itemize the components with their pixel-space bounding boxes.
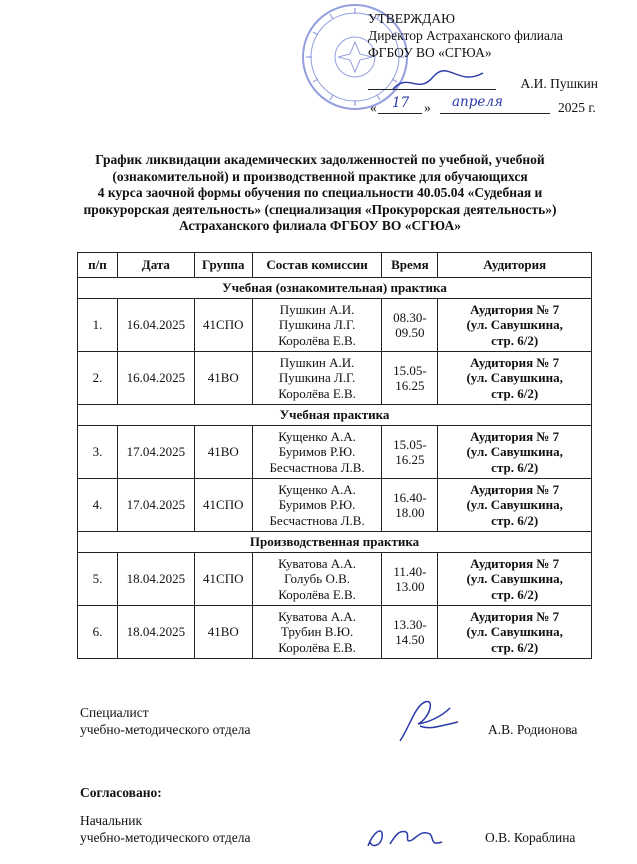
specialist-signature-icon [380, 696, 470, 746]
heading-line5: Астраханского филиала ФГБОУ ВО «СГЮА» [178, 218, 462, 233]
table-row [78, 553, 592, 606]
table-header-row [78, 253, 592, 278]
cell-date: 18.04.2025 [117, 553, 194, 606]
table-row [78, 352, 592, 405]
cell-room: Аудитория № 7 (ул. Савушкина, стр. 6/2) [438, 352, 592, 405]
date-close-quote: » [424, 100, 431, 115]
document-heading [70, 152, 570, 235]
specialist-dept: учебно-методического отдела [80, 722, 251, 737]
heading-line4: прокурорская деятельность» (специализация «Прокурорская деятельность») [83, 201, 557, 217]
approval-signer: А.И. Пушкин [520, 76, 598, 91]
head-block [80, 812, 610, 846]
specialist-block [80, 704, 610, 738]
approval-title: УТВЕРЖДАЮ [368, 11, 456, 26]
cell-group: 41ВО [194, 426, 252, 479]
head-dept: учебно-методического отдела [80, 830, 251, 845]
header-date: Дата [117, 253, 194, 278]
specialist-title: Специалист [80, 705, 149, 720]
cell-num: 3. [78, 426, 118, 479]
cell-num: 6. [78, 606, 118, 659]
table-body [78, 278, 592, 659]
heading-line2: (ознакомительной) и производственной практике для обучающихся [112, 168, 528, 184]
cell-time: 11.40- 13.00 [382, 553, 438, 606]
cell-commission: Куватова А.А. Голубь О.В. Королёва Е.В. [252, 553, 382, 606]
header-time: Время [382, 253, 438, 278]
approval-block [368, 10, 608, 119]
specialist-name: А.В. Родионова [488, 722, 578, 737]
director-signature-icon [388, 67, 488, 95]
cell-commission: Пушкин А.И. Пушкина Л.Г. Королёва Е.В. [252, 299, 382, 352]
header-group: Группа [194, 253, 252, 278]
cell-time: 13.30- 14.50 [382, 606, 438, 659]
section-title: Производственная практика [78, 532, 592, 553]
cell-num: 2. [78, 352, 118, 405]
approval-date-row [368, 94, 608, 119]
cell-time: 15.05- 16.25 [382, 426, 438, 479]
cell-group: 41СПО [194, 553, 252, 606]
approval-position-line2: ФГБОУ ВО «СГЮА» [368, 45, 492, 60]
head-name: О.В. Кораблина [485, 830, 576, 845]
date-day: 17 [392, 95, 410, 111]
cell-time: 15.05- 16.25 [382, 352, 438, 405]
date-month: апреля [452, 94, 503, 110]
date-year: 2025 г. [558, 100, 596, 115]
cell-group: 41ВО [194, 352, 252, 405]
approval-position-line1: Директор Астраханского филиала [368, 28, 563, 43]
date-month-line [440, 113, 550, 114]
table-row [78, 299, 592, 352]
cell-num: 4. [78, 479, 118, 532]
cell-date: 17.04.2025 [117, 426, 194, 479]
section-title: Учебная (ознакомительная) практика [78, 278, 592, 299]
cell-date: 18.04.2025 [117, 606, 194, 659]
cell-num: 5. [78, 553, 118, 606]
table-row [78, 426, 592, 479]
cell-time: 08.30- 09.50 [382, 299, 438, 352]
cell-room: Аудитория № 7 (ул. Савушкина, стр. 6/2) [438, 553, 592, 606]
table-row [78, 479, 592, 532]
heading-line1: График ликвидации академических задолженностей по учебной, учебной [95, 152, 545, 167]
section-row [78, 278, 592, 299]
cell-room: Аудитория № 7 (ул. Савушкина, стр. 6/2) [438, 479, 592, 532]
agreed-label: Согласовано: [80, 785, 162, 800]
header-num: п/п [78, 253, 118, 278]
schedule-table [77, 252, 592, 659]
cell-commission: Кущенко А.А. Буримов Р.Ю. Бесчастнова Л.В. [252, 479, 382, 532]
cell-room: Аудитория № 7 (ул. Савушкина, стр. 6/2) [438, 606, 592, 659]
section-title: Учебная практика [78, 405, 592, 426]
date-open-quote: « [370, 100, 377, 115]
cell-room: Аудитория № 7 (ул. Савушкина, стр. 6/2) [438, 299, 592, 352]
table-row [78, 606, 592, 659]
cell-commission: Куватова А.А. Трубин В.Ю. Королёва Е.В. [252, 606, 382, 659]
cell-group: 41СПО [194, 299, 252, 352]
section-row [78, 405, 592, 426]
cell-group: 41ВО [194, 606, 252, 659]
cell-commission: Пушкин А.И. Пушкина Л.Г. Королёва Е.В. [252, 352, 382, 405]
date-day-line [378, 113, 422, 114]
head-title: Начальник [80, 813, 143, 828]
head-signature-icon [360, 820, 450, 854]
cell-commission: Кущенко А.А. Буримов Р.Ю. Бесчастнова Л.В. [252, 426, 382, 479]
approval-signature-row [368, 73, 608, 95]
cell-room: Аудитория № 7 (ул. Савушкина, стр. 6/2) [438, 426, 592, 479]
heading-line3: 4 курса заочной формы обучения по специальности 40.05.04 «Судебная и [97, 185, 543, 200]
cell-num: 1. [78, 299, 118, 352]
cell-group: 41СПО [194, 479, 252, 532]
cell-time: 16.40- 18.00 [382, 479, 438, 532]
cell-date: 17.04.2025 [117, 479, 194, 532]
header-commission: Состав комиссии [252, 253, 382, 278]
section-row [78, 532, 592, 553]
cell-date: 16.04.2025 [117, 299, 194, 352]
cell-date: 16.04.2025 [117, 352, 194, 405]
header-room: Аудитория [438, 253, 592, 278]
